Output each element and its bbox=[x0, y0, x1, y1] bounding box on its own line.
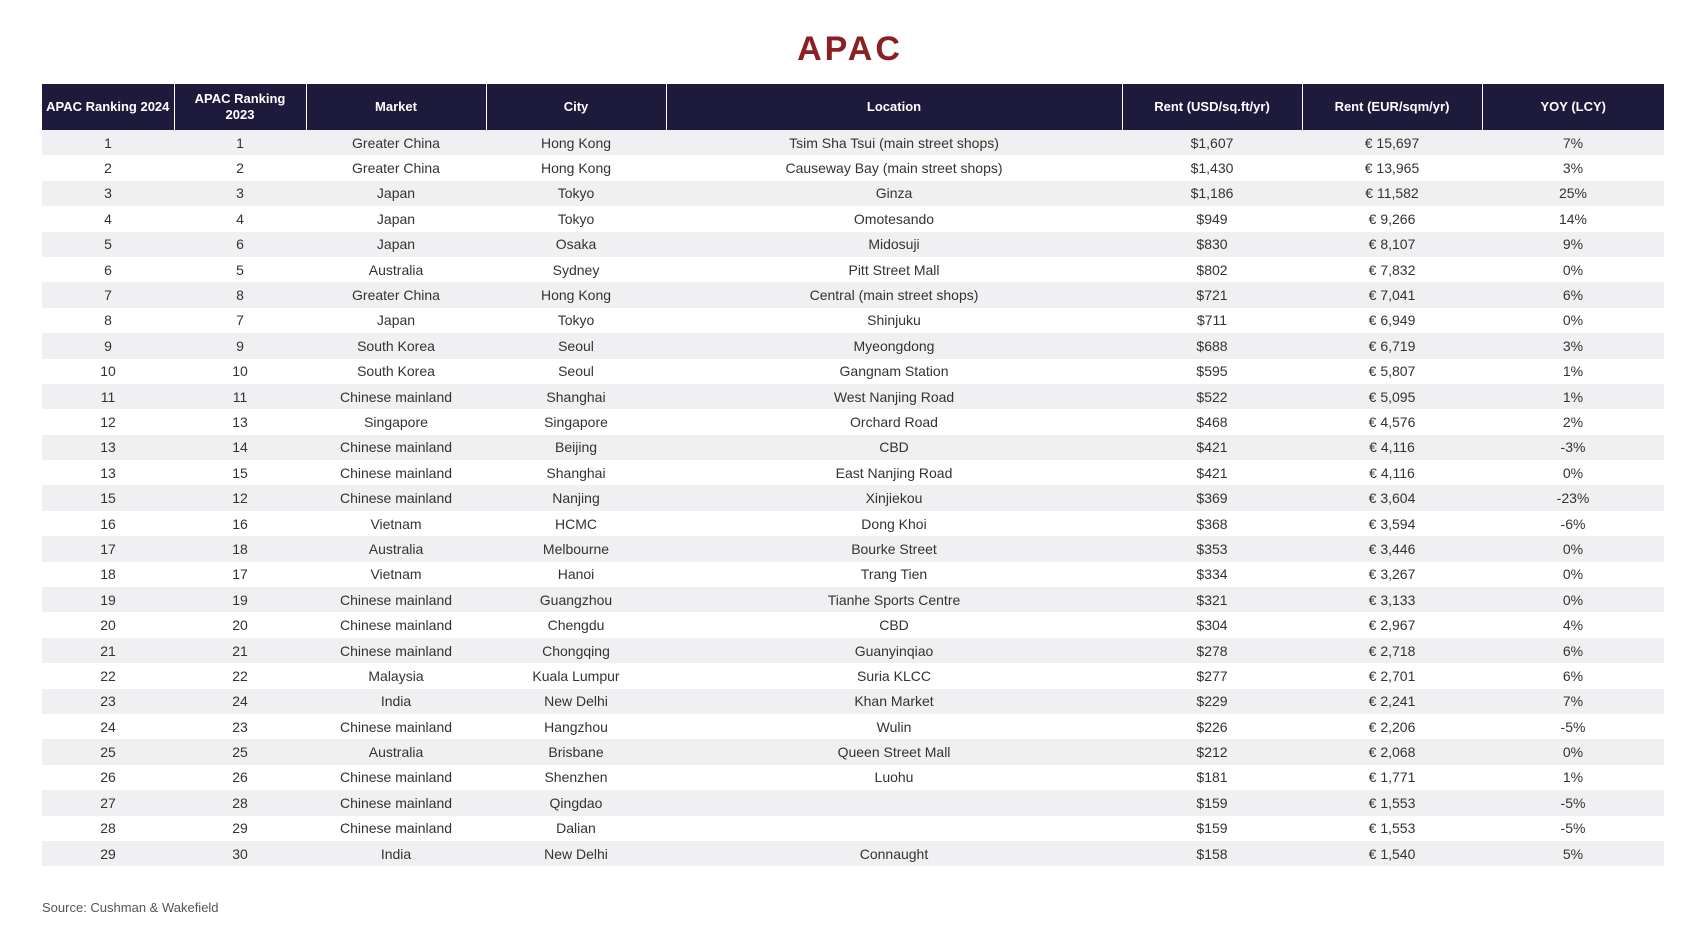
column-header-location: Location bbox=[666, 84, 1122, 130]
cell-rank-2024: 10 bbox=[42, 359, 174, 384]
cell-market: Chinese mainland bbox=[306, 790, 486, 815]
table-row bbox=[42, 435, 1664, 460]
cell-rent-eur: € 4,116 bbox=[1302, 460, 1482, 485]
cell-city: Dalian bbox=[486, 816, 666, 841]
table-row bbox=[42, 359, 1664, 384]
cell-rank-2023: 11 bbox=[174, 384, 306, 409]
cell-city: Shanghai bbox=[486, 384, 666, 409]
cell-rank-2023: 10 bbox=[174, 359, 306, 384]
cell-rank-2023: 9 bbox=[174, 333, 306, 358]
cell-yoy: 25% bbox=[1482, 181, 1664, 206]
cell-rent-eur: € 2,206 bbox=[1302, 714, 1482, 739]
cell-rank-2023: 14 bbox=[174, 435, 306, 460]
cell-yoy: -23% bbox=[1482, 485, 1664, 510]
cell-market: Japan bbox=[306, 206, 486, 231]
table-row bbox=[42, 181, 1664, 206]
cell-rank-2023: 13 bbox=[174, 409, 306, 434]
cell-market: Vietnam bbox=[306, 562, 486, 587]
cell-rent-usd: $229 bbox=[1122, 689, 1302, 714]
table-row bbox=[42, 384, 1664, 409]
cell-rank-2023: 5 bbox=[174, 257, 306, 282]
cell-city: Seoul bbox=[486, 359, 666, 384]
cell-rent-eur: € 4,116 bbox=[1302, 435, 1482, 460]
cell-market: Chinese mainland bbox=[306, 612, 486, 637]
cell-rank-2023: 30 bbox=[174, 841, 306, 866]
cell-rank-2023: 23 bbox=[174, 714, 306, 739]
table-row bbox=[42, 714, 1664, 739]
cell-rank-2024: 12 bbox=[42, 409, 174, 434]
cell-city: Hangzhou bbox=[486, 714, 666, 739]
cell-location: Luohu bbox=[666, 765, 1122, 790]
page-title: APAC bbox=[797, 30, 903, 68]
cell-market: Vietnam bbox=[306, 511, 486, 536]
cell-rank-2024: 19 bbox=[42, 587, 174, 612]
cell-rank-2023: 28 bbox=[174, 790, 306, 815]
cell-market: Chinese mainland bbox=[306, 384, 486, 409]
cell-rent-usd: $369 bbox=[1122, 485, 1302, 510]
cell-yoy: 14% bbox=[1482, 206, 1664, 231]
cell-city: Hong Kong bbox=[486, 130, 666, 155]
cell-market: South Korea bbox=[306, 359, 486, 384]
cell-yoy: 0% bbox=[1482, 536, 1664, 561]
cell-location: Causeway Bay (main street shops) bbox=[666, 155, 1122, 180]
cell-rank-2024: 7 bbox=[42, 282, 174, 307]
cell-rent-eur: € 3,594 bbox=[1302, 511, 1482, 536]
cell-rent-usd: $468 bbox=[1122, 409, 1302, 434]
cell-rank-2024: 18 bbox=[42, 562, 174, 587]
column-header-market: Market bbox=[306, 84, 486, 130]
table-row bbox=[42, 562, 1664, 587]
cell-rank-2023: 26 bbox=[174, 765, 306, 790]
cell-yoy: -5% bbox=[1482, 816, 1664, 841]
cell-city: Shenzhen bbox=[486, 765, 666, 790]
table-row bbox=[42, 485, 1664, 510]
cell-rank-2024: 2 bbox=[42, 155, 174, 180]
cell-rank-2024: 22 bbox=[42, 663, 174, 688]
cell-location: Guanyinqiao bbox=[666, 638, 1122, 663]
cell-location: Khan Market bbox=[666, 689, 1122, 714]
cell-rent-eur: € 2,068 bbox=[1302, 739, 1482, 764]
cell-rank-2024: 11 bbox=[42, 384, 174, 409]
cell-rent-usd: $522 bbox=[1122, 384, 1302, 409]
cell-location: Ginza bbox=[666, 181, 1122, 206]
cell-rent-usd: $181 bbox=[1122, 765, 1302, 790]
cell-rank-2023: 1 bbox=[174, 130, 306, 155]
cell-market: Chinese mainland bbox=[306, 485, 486, 510]
cell-rank-2023: 6 bbox=[174, 232, 306, 257]
cell-rank-2024: 20 bbox=[42, 612, 174, 637]
cell-rent-usd: $1,607 bbox=[1122, 130, 1302, 155]
cell-rent-eur: € 13,965 bbox=[1302, 155, 1482, 180]
cell-location bbox=[666, 790, 1122, 815]
cell-rent-eur: € 3,604 bbox=[1302, 485, 1482, 510]
column-header-rent-eur: Rent (EUR/sqm/yr) bbox=[1302, 84, 1482, 130]
cell-city: Seoul bbox=[486, 333, 666, 358]
cell-rank-2024: 9 bbox=[42, 333, 174, 358]
cell-market: Australia bbox=[306, 739, 486, 764]
cell-rent-usd: $353 bbox=[1122, 536, 1302, 561]
cell-city: Brisbane bbox=[486, 739, 666, 764]
cell-market: Australia bbox=[306, 536, 486, 561]
cell-market: Chinese mainland bbox=[306, 765, 486, 790]
cell-rent-eur: € 2,718 bbox=[1302, 638, 1482, 663]
cell-rank-2024: 23 bbox=[42, 689, 174, 714]
cell-location: Pitt Street Mall bbox=[666, 257, 1122, 282]
cell-rank-2024: 25 bbox=[42, 739, 174, 764]
cell-location: Orchard Road bbox=[666, 409, 1122, 434]
cell-yoy: -5% bbox=[1482, 714, 1664, 739]
cell-rent-eur: € 8,107 bbox=[1302, 232, 1482, 257]
cell-city: Hanoi bbox=[486, 562, 666, 587]
cell-rent-eur: € 2,241 bbox=[1302, 689, 1482, 714]
cell-rent-usd: $1,430 bbox=[1122, 155, 1302, 180]
cell-yoy: 0% bbox=[1482, 460, 1664, 485]
cell-rent-eur: € 7,041 bbox=[1302, 282, 1482, 307]
cell-city: Melbourne bbox=[486, 536, 666, 561]
cell-rent-eur: € 1,553 bbox=[1302, 816, 1482, 841]
cell-city: Chongqing bbox=[486, 638, 666, 663]
table-row bbox=[42, 765, 1664, 790]
cell-location: Central (main street shops) bbox=[666, 282, 1122, 307]
cell-city: Chengdu bbox=[486, 612, 666, 637]
cell-yoy: 6% bbox=[1482, 638, 1664, 663]
cell-city: Sydney bbox=[486, 257, 666, 282]
cell-market: Australia bbox=[306, 257, 486, 282]
cell-yoy: 3% bbox=[1482, 333, 1664, 358]
cell-location: West Nanjing Road bbox=[666, 384, 1122, 409]
table-row bbox=[42, 155, 1664, 180]
cell-rank-2023: 4 bbox=[174, 206, 306, 231]
cell-rent-eur: € 6,719 bbox=[1302, 333, 1482, 358]
cell-market: Japan bbox=[306, 308, 486, 333]
cell-market: Greater China bbox=[306, 155, 486, 180]
table-row bbox=[42, 409, 1664, 434]
cell-yoy: 7% bbox=[1482, 130, 1664, 155]
cell-rank-2024: 4 bbox=[42, 206, 174, 231]
cell-rent-eur: € 5,807 bbox=[1302, 359, 1482, 384]
cell-rank-2024: 28 bbox=[42, 816, 174, 841]
cell-yoy: 0% bbox=[1482, 308, 1664, 333]
cell-rank-2024: 27 bbox=[42, 790, 174, 815]
cell-market: Singapore bbox=[306, 409, 486, 434]
cell-rent-eur: € 9,266 bbox=[1302, 206, 1482, 231]
cell-yoy: 2% bbox=[1482, 409, 1664, 434]
table-row bbox=[42, 663, 1664, 688]
cell-rent-usd: $159 bbox=[1122, 790, 1302, 815]
cell-city: Hong Kong bbox=[486, 155, 666, 180]
cell-rank-2024: 17 bbox=[42, 536, 174, 561]
cell-yoy: 6% bbox=[1482, 282, 1664, 307]
cell-rank-2023: 17 bbox=[174, 562, 306, 587]
cell-yoy: 0% bbox=[1482, 257, 1664, 282]
cell-city: Tokyo bbox=[486, 181, 666, 206]
cell-yoy: 0% bbox=[1482, 739, 1664, 764]
cell-city: Tokyo bbox=[486, 206, 666, 231]
cell-market: Chinese mainland bbox=[306, 816, 486, 841]
cell-rent-usd: $830 bbox=[1122, 232, 1302, 257]
cell-rank-2023: 8 bbox=[174, 282, 306, 307]
cell-yoy: 6% bbox=[1482, 663, 1664, 688]
cell-location: Connaught bbox=[666, 841, 1122, 866]
cell-market: Malaysia bbox=[306, 663, 486, 688]
cell-rent-usd: $277 bbox=[1122, 663, 1302, 688]
cell-rank-2024: 5 bbox=[42, 232, 174, 257]
table-row bbox=[42, 282, 1664, 307]
cell-location: Suria KLCC bbox=[666, 663, 1122, 688]
cell-rank-2023: 16 bbox=[174, 511, 306, 536]
cell-city: Qingdao bbox=[486, 790, 666, 815]
cell-market: Greater China bbox=[306, 282, 486, 307]
cell-rank-2023: 24 bbox=[174, 689, 306, 714]
cell-location: Trang Tien bbox=[666, 562, 1122, 587]
cell-rent-usd: $721 bbox=[1122, 282, 1302, 307]
table-body bbox=[42, 130, 1664, 866]
cell-yoy: 4% bbox=[1482, 612, 1664, 637]
cell-market: Chinese mainland bbox=[306, 460, 486, 485]
table-row bbox=[42, 816, 1664, 841]
cell-rent-usd: $595 bbox=[1122, 359, 1302, 384]
table-row bbox=[42, 511, 1664, 536]
cell-rank-2024: 8 bbox=[42, 308, 174, 333]
cell-rent-usd: $1,186 bbox=[1122, 181, 1302, 206]
cell-rank-2024: 16 bbox=[42, 511, 174, 536]
cell-location: Tsim Sha Tsui (main street shops) bbox=[666, 130, 1122, 155]
cell-rank-2024: 24 bbox=[42, 714, 174, 739]
cell-rent-eur: € 2,701 bbox=[1302, 663, 1482, 688]
column-header-rent-usd: Rent (USD/sq.ft/yr) bbox=[1122, 84, 1302, 130]
cell-city: Kuala Lumpur bbox=[486, 663, 666, 688]
cell-location: Shinjuku bbox=[666, 308, 1122, 333]
cell-city: Shanghai bbox=[486, 460, 666, 485]
cell-yoy: 1% bbox=[1482, 359, 1664, 384]
cell-rank-2023: 21 bbox=[174, 638, 306, 663]
cell-rent-eur: € 5,095 bbox=[1302, 384, 1482, 409]
column-header-yoy: YOY (LCY) bbox=[1482, 84, 1664, 130]
cell-rank-2023: 7 bbox=[174, 308, 306, 333]
cell-city: Singapore bbox=[486, 409, 666, 434]
cell-city: New Delhi bbox=[486, 841, 666, 866]
cell-rank-2023: 25 bbox=[174, 739, 306, 764]
column-header-city: City bbox=[486, 84, 666, 130]
cell-rent-eur: € 2,967 bbox=[1302, 612, 1482, 637]
source-note: Source: Cushman & Wakefield bbox=[42, 900, 219, 915]
cell-market: Chinese mainland bbox=[306, 638, 486, 663]
cell-market: Chinese mainland bbox=[306, 587, 486, 612]
table-row bbox=[42, 308, 1664, 333]
cell-rent-usd: $711 bbox=[1122, 308, 1302, 333]
cell-rent-usd: $802 bbox=[1122, 257, 1302, 282]
cell-location: Xinjiekou bbox=[666, 485, 1122, 510]
table-row bbox=[42, 206, 1664, 231]
cell-yoy: 9% bbox=[1482, 232, 1664, 257]
cell-rank-2023: 20 bbox=[174, 612, 306, 637]
cell-rank-2024: 26 bbox=[42, 765, 174, 790]
table-row bbox=[42, 333, 1664, 358]
cell-location: CBD bbox=[666, 435, 1122, 460]
cell-rank-2023: 18 bbox=[174, 536, 306, 561]
cell-rent-usd: $159 bbox=[1122, 816, 1302, 841]
cell-rent-eur: € 3,446 bbox=[1302, 536, 1482, 561]
cell-rank-2024: 3 bbox=[42, 181, 174, 206]
cell-rent-eur: € 11,582 bbox=[1302, 181, 1482, 206]
cell-rank-2024: 21 bbox=[42, 638, 174, 663]
cell-rank-2023: 12 bbox=[174, 485, 306, 510]
table-row bbox=[42, 689, 1664, 714]
cell-market: India bbox=[306, 841, 486, 866]
cell-location: East Nanjing Road bbox=[666, 460, 1122, 485]
table-row bbox=[42, 536, 1664, 561]
table-row bbox=[42, 587, 1664, 612]
cell-rent-usd: $212 bbox=[1122, 739, 1302, 764]
table-row bbox=[42, 232, 1664, 257]
cell-location: Tianhe Sports Centre bbox=[666, 587, 1122, 612]
cell-rent-eur: € 7,832 bbox=[1302, 257, 1482, 282]
cell-yoy: -3% bbox=[1482, 435, 1664, 460]
cell-city: Guangzhou bbox=[486, 587, 666, 612]
cell-rank-2024: 29 bbox=[42, 841, 174, 866]
cell-market: Japan bbox=[306, 232, 486, 257]
cell-location: Bourke Street bbox=[666, 536, 1122, 561]
table-row bbox=[42, 739, 1664, 764]
cell-rank-2023: 15 bbox=[174, 460, 306, 485]
cell-city: New Delhi bbox=[486, 689, 666, 714]
cell-yoy: 0% bbox=[1482, 587, 1664, 612]
cell-rent-usd: $158 bbox=[1122, 841, 1302, 866]
cell-market: Chinese mainland bbox=[306, 435, 486, 460]
cell-rent-usd: $949 bbox=[1122, 206, 1302, 231]
cell-market: South Korea bbox=[306, 333, 486, 358]
cell-location: Midosuji bbox=[666, 232, 1122, 257]
cell-location: Gangnam Station bbox=[666, 359, 1122, 384]
table-row bbox=[42, 841, 1664, 866]
column-header-rank-2024: APAC Ranking 2024 bbox=[42, 84, 174, 130]
cell-rent-usd: $278 bbox=[1122, 638, 1302, 663]
cell-rank-2024: 13 bbox=[42, 435, 174, 460]
cell-rent-usd: $421 bbox=[1122, 460, 1302, 485]
cell-location: CBD bbox=[666, 612, 1122, 637]
table-row bbox=[42, 638, 1664, 663]
cell-city: Tokyo bbox=[486, 308, 666, 333]
cell-rent-eur: € 1,540 bbox=[1302, 841, 1482, 866]
cell-rank-2023: 2 bbox=[174, 155, 306, 180]
table-row bbox=[42, 612, 1664, 637]
cell-rank-2024: 13 bbox=[42, 460, 174, 485]
cell-location: Wulin bbox=[666, 714, 1122, 739]
rent-table bbox=[42, 84, 1664, 866]
cell-rent-usd: $321 bbox=[1122, 587, 1302, 612]
cell-market: India bbox=[306, 689, 486, 714]
cell-city: Hong Kong bbox=[486, 282, 666, 307]
cell-location: Myeongdong bbox=[666, 333, 1122, 358]
cell-yoy: 1% bbox=[1482, 765, 1664, 790]
table-row bbox=[42, 460, 1664, 485]
cell-rent-usd: $304 bbox=[1122, 612, 1302, 637]
column-header-rank-2023: APAC Ranking 2023 bbox=[174, 84, 306, 130]
cell-rent-usd: $688 bbox=[1122, 333, 1302, 358]
table-header bbox=[42, 84, 1664, 130]
cell-city: Beijing bbox=[486, 435, 666, 460]
cell-rent-eur: € 4,576 bbox=[1302, 409, 1482, 434]
cell-location: Omotesando bbox=[666, 206, 1122, 231]
cell-rank-2023: 19 bbox=[174, 587, 306, 612]
cell-rank-2023: 3 bbox=[174, 181, 306, 206]
cell-yoy: 3% bbox=[1482, 155, 1664, 180]
cell-rank-2024: 1 bbox=[42, 130, 174, 155]
cell-rent-eur: € 15,697 bbox=[1302, 130, 1482, 155]
cell-rent-eur: € 1,771 bbox=[1302, 765, 1482, 790]
cell-city: HCMC bbox=[486, 511, 666, 536]
table-row bbox=[42, 257, 1664, 282]
cell-market: Greater China bbox=[306, 130, 486, 155]
cell-location bbox=[666, 816, 1122, 841]
cell-market: Chinese mainland bbox=[306, 714, 486, 739]
cell-yoy: 1% bbox=[1482, 384, 1664, 409]
cell-yoy: 5% bbox=[1482, 841, 1664, 866]
table-row bbox=[42, 130, 1664, 155]
cell-rank-2024: 6 bbox=[42, 257, 174, 282]
cell-city: Osaka bbox=[486, 232, 666, 257]
cell-rent-usd: $226 bbox=[1122, 714, 1302, 739]
cell-market: Japan bbox=[306, 181, 486, 206]
table-row bbox=[42, 790, 1664, 815]
cell-yoy: 7% bbox=[1482, 689, 1664, 714]
cell-rank-2024: 15 bbox=[42, 485, 174, 510]
cell-city: Nanjing bbox=[486, 485, 666, 510]
cell-rent-eur: € 6,949 bbox=[1302, 308, 1482, 333]
cell-rent-usd: $334 bbox=[1122, 562, 1302, 587]
header-row bbox=[42, 84, 1664, 130]
cell-yoy: -5% bbox=[1482, 790, 1664, 815]
cell-yoy: 0% bbox=[1482, 562, 1664, 587]
cell-rent-usd: $421 bbox=[1122, 435, 1302, 460]
cell-yoy: -6% bbox=[1482, 511, 1664, 536]
cell-rent-usd: $368 bbox=[1122, 511, 1302, 536]
cell-location: Queen Street Mall bbox=[666, 739, 1122, 764]
cell-rank-2023: 22 bbox=[174, 663, 306, 688]
cell-rent-eur: € 3,267 bbox=[1302, 562, 1482, 587]
cell-rent-eur: € 1,553 bbox=[1302, 790, 1482, 815]
cell-rent-eur: € 3,133 bbox=[1302, 587, 1482, 612]
cell-rank-2023: 29 bbox=[174, 816, 306, 841]
cell-location: Dong Khoi bbox=[666, 511, 1122, 536]
